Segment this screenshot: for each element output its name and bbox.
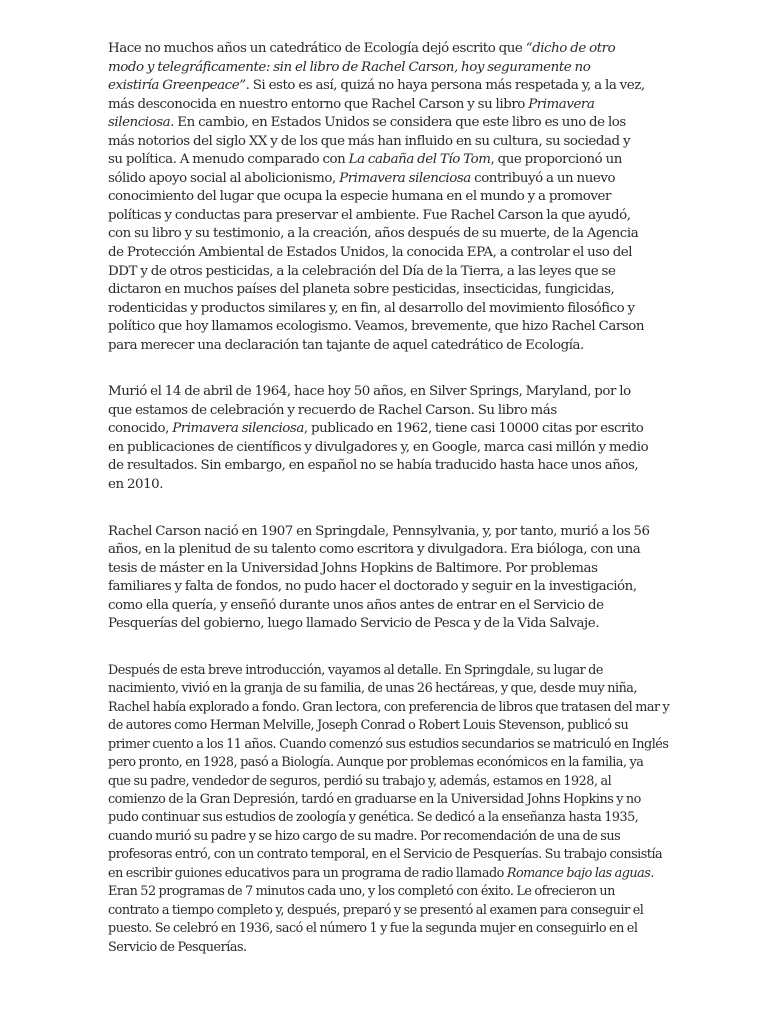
text-line (108, 939, 674, 957)
text-run: que su padre, vendedor de seguros, perdió su trabajo y, además, estamos en 1928, al (108, 773, 612, 789)
text-run: tesis de máster en la Universidad Johns Hopkins de Baltimore. Por problemas (108, 560, 598, 576)
text-run: de Protección Ambiental de Estados Unidos, la conocida EPA, a controlar el uso del (108, 245, 633, 261)
italic-run: existiría Greenpeace” (108, 78, 246, 94)
text-line (108, 476, 674, 495)
text-line (108, 541, 674, 560)
text-run: contribuyó a un nuevo (470, 170, 616, 186)
text-line (108, 717, 674, 735)
text-line (108, 809, 674, 827)
text-line (108, 383, 674, 402)
text-line (108, 754, 674, 772)
text-run: como ella quería, y enseñó durante unos años antes de entrar en el Servicio de (108, 597, 604, 613)
text-run: comienzo de la Gran Depresión, tardó en graduarse en la Universidad Johns Hopkins y no (108, 792, 641, 808)
text-run: en escribir guiones educativos para un programa de radio llamado (108, 865, 507, 881)
text-line (108, 791, 674, 809)
text-line (108, 207, 674, 226)
text-run: . Si esto es así, quizá no haya persona más respetada y, a la vez, (245, 78, 645, 94)
text-run: . (650, 865, 654, 881)
text-line (108, 523, 674, 542)
text-run: de resultados. Sin embargo, en español no se había traducido hasta hace unos años, (108, 458, 639, 474)
text-run: más notorios del siglo XX y de los que más han influido en su cultura, su sociedad y (108, 133, 631, 149)
italic-run: Primavera (528, 96, 595, 112)
text-run: con su libro y su testimonio, a la creación, años después de su muerte, de la Agencia (108, 226, 639, 242)
text-run: rodenticidas y productos similares y, en fin, al desarrollo del movimiento filosófico y (108, 300, 635, 316)
text-line (108, 736, 674, 754)
text-line (108, 902, 674, 920)
text-run: para merecer una declaración tan tajante de aquel catedrático de Ecología. (108, 337, 584, 353)
text-run: Servicio de Pesquerías. (108, 939, 247, 955)
text-run: Después de esta breve introducción, vayamos al detalle. En Springdale, su lugar de (108, 662, 603, 678)
text-line (108, 318, 674, 337)
text-line (108, 597, 674, 616)
text-line (108, 300, 674, 319)
text-run: conocimiento del lugar que ocupa la especie humana en el mundo y a promover (108, 189, 611, 205)
text-run: contrato a tiempo completo y, después, preparó y se presentó al examen para conseguir el (108, 902, 644, 918)
text-run: que estamos de celebración y recuerdo de Rachel Carson. Su libro más (108, 402, 557, 418)
text-run: , publicado en 1962, tiene casi 10000 citas por escrito (303, 421, 644, 437)
italic-run: “dicho de otro (525, 41, 616, 56)
text-line (108, 920, 674, 938)
text-line (108, 402, 674, 421)
text-run: más desconocida en nuestro entorno que Rachel Carson y su libro (108, 96, 529, 112)
text-line (108, 77, 674, 96)
italic-run: modo y telegráficamente: sin el libro de Rachel Carson, hoy seguramente no (108, 59, 591, 75)
text-run: familiares y falta de fondos, no pudo hacer el doctorado y seguir en la investigación, (108, 579, 637, 595)
italic-run: La cabaña del Tío Tom (348, 152, 491, 168)
text-line (108, 337, 674, 356)
text-line (108, 560, 674, 579)
text-run: Murió el 14 de abril de 1964, hace hoy 50 años, en Silver Springs, Maryland, por lo (108, 384, 631, 400)
text-line (108, 59, 674, 78)
text-run: profesoras entró, con un contrato temporal, en el Servicio de Pesquerías. Su trabajo consistía (108, 847, 663, 863)
text-run: de autores como Herman Melville, Joseph Conrad o Robert Louis Stevenson, publicó su (108, 718, 629, 734)
text-line (108, 151, 674, 170)
text-line (108, 883, 674, 901)
text-run: políticas y conductas para preservar el ambiente. Fue Rachel Carson la que ayudó, (108, 207, 631, 223)
italic-run: Primavera silenciosa (339, 170, 471, 186)
text-run: Rachel había explorado a fondo. Gran lectora, con preferencia de libros que tratasen del mar y (108, 699, 670, 715)
text-line (108, 96, 674, 115)
text-run: político que hoy llamamos ecologismo. Veamos, brevemente, que hizo Rachel Carson (108, 319, 645, 335)
text-line (108, 281, 674, 300)
text-run: en 2010. (108, 477, 164, 493)
text-line (108, 846, 674, 864)
text-run: en publicaciones de científicos y divulgadores y, en Google, marca casi millón y medio (108, 439, 649, 455)
text-line (108, 773, 674, 791)
paragraph-biography (108, 523, 674, 634)
text-run: primer cuento a los 11 años. Cuando comenzó sus estudios secundarios se matriculó en Inglés (108, 736, 669, 752)
text-line (108, 578, 674, 597)
text-line (108, 170, 674, 189)
text-line (108, 420, 674, 439)
italic-run: silenciosa (108, 115, 171, 131)
text-line (108, 40, 674, 59)
text-line (108, 699, 674, 717)
text-run: pudo continuar sus estudios de zoología y genética. Se dedicó a la enseñanza hasta 1935, (108, 810, 639, 826)
text-run: puesto. Se celebró en 1936, sacó el número 1 y fue la segunda mujer en conseguirlo en el (108, 921, 638, 937)
text-run: , que proporcionó un (490, 152, 622, 168)
text-line (108, 615, 674, 634)
text-line (108, 865, 674, 883)
text-run: años, en la plenitud de su talento como escritora y divulgadora. Era bióloga, con una (108, 542, 641, 558)
text-run: nacimiento, vivió en la granja de su familia, de unas 26 hectáreas, y que, desde muy niña, (108, 681, 638, 697)
text-run: Pesquerías del gobierno, luego llamado Servicio de Pesca y de la Vida Salvaje. (108, 616, 600, 632)
text-line (108, 188, 674, 207)
text-line (108, 680, 674, 698)
text-line (108, 662, 674, 680)
text-run: Hace no muchos años un catedrático de Ecología dejó escrito que (108, 41, 526, 56)
text-run: pero pronto, en 1928, pasó a Biología. Aunque por problemas económicos en la familia, ya (108, 755, 644, 771)
text-run: su política. A menudo comparado con (108, 152, 349, 168)
paragraph-details (108, 662, 674, 957)
text-line (108, 133, 674, 152)
text-run: Eran 52 programas de 7 minutos cada uno, y los completó con éxito. Le ofrecieron un (108, 884, 615, 900)
text-run: dictaron en muchos países del planeta sobre pesticidas, insecticidas, fungicidas, (108, 282, 615, 298)
text-line (108, 439, 674, 458)
text-run: cuando murió su padre y se hizo cargo de su madre. Por recomendación de una de sus (108, 828, 621, 844)
text-run: Rachel Carson nació en 1907 en Springdale, Pennsylvania, y, por tanto, murió a los 56 (108, 523, 650, 539)
text-line (108, 114, 674, 133)
paragraph-death (108, 383, 674, 494)
text-line (108, 244, 674, 263)
text-line (108, 828, 674, 846)
text-run: DDT y de otros pesticidas, a la celebración del Día de la Tierra, a las leyes que se (108, 263, 616, 279)
text-line (108, 225, 674, 244)
paragraph-intro (108, 40, 674, 355)
text-line (108, 457, 674, 476)
text-line (108, 263, 674, 282)
text-run: . En cambio, en Estados Unidos se considera que este libro es uno de los (170, 115, 626, 131)
text-run: conocido, (108, 421, 173, 437)
article-body (108, 40, 674, 985)
italic-run: Romance bajo las aguas (506, 865, 651, 881)
text-run: sólido apoyo social al abolicionismo, (108, 170, 340, 186)
italic-run: Primavera silenciosa (172, 421, 304, 437)
